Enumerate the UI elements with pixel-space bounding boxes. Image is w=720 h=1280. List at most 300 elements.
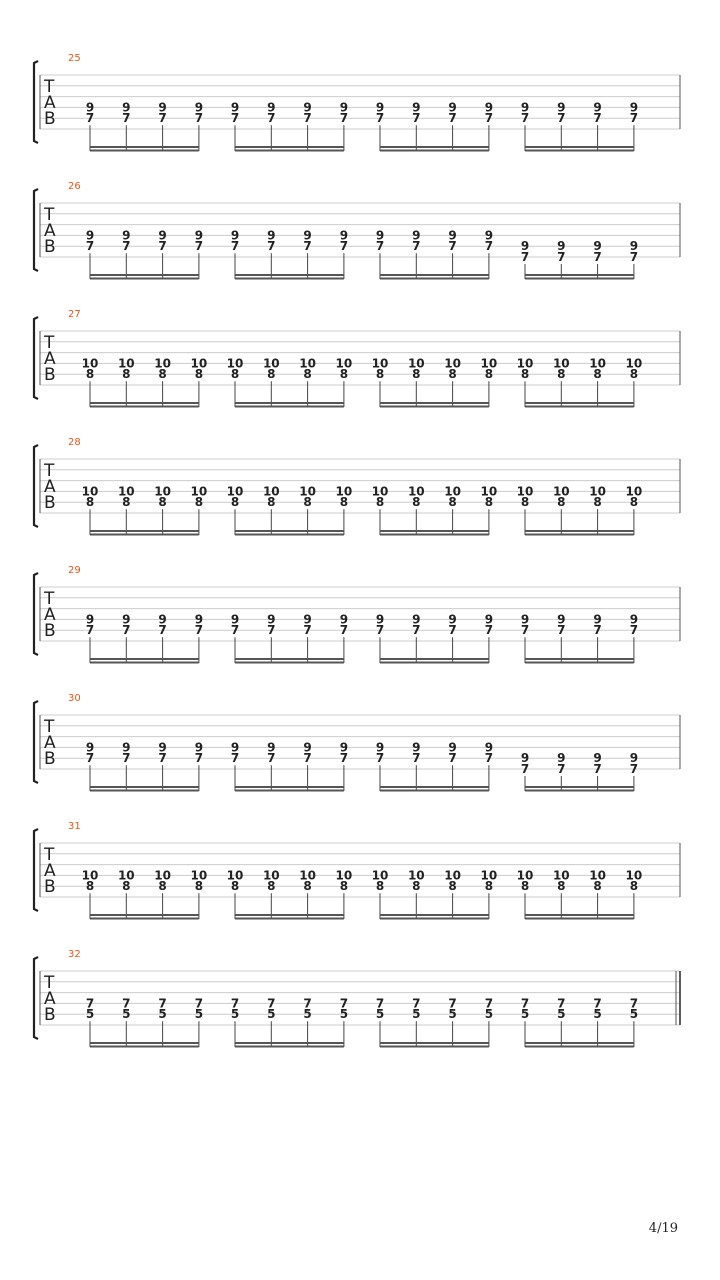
fret-number: 9 <box>122 100 131 115</box>
fret-number: 8 <box>122 495 131 510</box>
fret-number: 7 <box>158 623 167 638</box>
fret-number: 9 <box>484 228 494 243</box>
fret-number: 10 <box>589 356 606 371</box>
fret-number: 10 <box>154 868 171 883</box>
measure-number: 25 <box>68 53 81 64</box>
fret-number: 5 <box>194 1007 204 1022</box>
fret-number: 9 <box>557 751 566 766</box>
fret-number: 7 <box>267 751 276 766</box>
fret-number: 9 <box>593 612 602 627</box>
fret-number: 7 <box>230 996 240 1011</box>
fret-number: 8 <box>412 367 421 382</box>
beam-secondary <box>90 406 199 408</box>
fret-number: 9 <box>230 612 240 627</box>
beam-secondary <box>90 278 199 280</box>
fret-number: 9 <box>448 740 457 755</box>
fret-number: 8 <box>557 367 566 382</box>
fret-number: 7 <box>122 239 131 254</box>
fret-number: 7 <box>267 239 276 254</box>
fret-number: 7 <box>412 751 421 766</box>
beam-primary <box>235 274 344 276</box>
beam-secondary <box>90 534 199 536</box>
fret-number: 7 <box>194 111 204 126</box>
fret-number: 7 <box>339 996 349 1011</box>
fret-number: 8 <box>158 367 167 382</box>
tab-clef-a: A <box>44 733 56 753</box>
tab-clef-t: T <box>44 589 55 609</box>
fret-number: 10 <box>299 868 316 883</box>
fret-number: 8 <box>557 495 566 510</box>
beam-secondary <box>525 918 634 920</box>
fret-number: 7 <box>158 239 167 254</box>
fret-number: 10 <box>480 356 498 371</box>
beam-primary <box>235 786 344 788</box>
fret-number: 9 <box>557 612 566 627</box>
beam-primary <box>380 1042 489 1044</box>
fret-number: 10 <box>552 868 570 883</box>
fret-number: 9 <box>412 100 421 115</box>
fret-number: 7 <box>448 111 457 126</box>
fret-number: 9 <box>339 612 349 627</box>
beam-secondary <box>235 918 344 920</box>
fret-number: 7 <box>412 996 421 1011</box>
fret-number: 8 <box>484 879 494 894</box>
beam-secondary <box>235 406 344 408</box>
fret-number: 10 <box>407 356 425 371</box>
beam-secondary <box>380 1046 489 1048</box>
tab-clef-t: T <box>44 973 55 993</box>
fret-number: 9 <box>303 228 312 243</box>
page-number: 4/19 <box>648 1221 678 1236</box>
fret-number: 8 <box>557 879 566 894</box>
fret-number: 7 <box>412 239 421 254</box>
fret-number: 9 <box>194 228 204 243</box>
fret-number: 7 <box>122 623 131 638</box>
beam-primary <box>235 146 344 148</box>
fret-number: 9 <box>484 612 494 627</box>
beam-primary <box>235 658 344 660</box>
beam-primary <box>90 146 199 148</box>
measure-number: 30 <box>68 693 81 704</box>
fret-number: 8 <box>122 879 131 894</box>
beam-secondary <box>380 918 489 920</box>
beam-primary <box>235 530 344 532</box>
beam-secondary <box>235 150 344 152</box>
tab-system-28 <box>34 437 680 536</box>
beam-secondary <box>380 790 489 792</box>
fret-number: 8 <box>375 879 385 894</box>
beam-primary <box>90 274 199 276</box>
fret-number: 7 <box>303 996 312 1011</box>
beam-primary <box>525 1042 634 1044</box>
fret-number: 5 <box>375 1007 385 1022</box>
fret-number: 5 <box>557 1007 566 1022</box>
beam-secondary <box>380 662 489 664</box>
fret-number: 9 <box>412 612 421 627</box>
fret-number: 9 <box>85 740 95 755</box>
fret-number: 8 <box>303 495 312 510</box>
fret-number: 9 <box>593 239 602 254</box>
tab-system-32 <box>34 949 680 1048</box>
fret-number: 9 <box>520 239 530 254</box>
tab-clef-b: B <box>44 621 56 641</box>
fret-number: 7 <box>520 996 530 1011</box>
fret-number: 8 <box>230 879 240 894</box>
measure-number: 26 <box>68 181 81 192</box>
beam-secondary <box>380 150 489 152</box>
fret-number: 9 <box>593 751 602 766</box>
fret-number: 7 <box>230 239 240 254</box>
fret-number: 9 <box>194 100 204 115</box>
fret-number: 9 <box>303 100 312 115</box>
fret-number: 10 <box>552 484 570 499</box>
beam-secondary <box>525 534 634 536</box>
tab-clef-a: A <box>44 605 56 625</box>
fret-number: 10 <box>117 356 135 371</box>
fret-number: 7 <box>85 111 95 126</box>
beam-primary <box>525 402 634 404</box>
beam-primary <box>380 786 489 788</box>
fret-number: 7 <box>520 762 530 776</box>
fret-number: 7 <box>122 111 131 126</box>
fret-number: 7 <box>158 751 167 766</box>
beam-secondary <box>380 278 489 280</box>
fret-number: 7 <box>230 111 240 126</box>
fret-number: 7 <box>448 996 457 1011</box>
fret-number: 10 <box>335 868 353 883</box>
tab-system-25 <box>34 53 680 152</box>
tab-system-31 <box>34 821 680 920</box>
fret-number: 9 <box>448 612 457 627</box>
fret-number: 5 <box>230 1007 240 1022</box>
measure-number: 31 <box>68 821 81 832</box>
fret-number: 10 <box>480 868 498 883</box>
fret-number: 10 <box>516 484 534 499</box>
beam-secondary <box>235 534 344 536</box>
fret-number: 9 <box>629 239 639 254</box>
fret-number: 7 <box>484 751 494 766</box>
fret-number: 8 <box>303 367 312 382</box>
fret-number: 9 <box>520 612 530 627</box>
fret-number: 7 <box>375 239 385 254</box>
beam-primary <box>235 1042 344 1044</box>
fret-number: 7 <box>593 996 602 1011</box>
fret-number: 9 <box>520 751 530 766</box>
fret-number: 10 <box>190 356 208 371</box>
fret-number: 7 <box>629 996 639 1011</box>
fret-number: 7 <box>412 623 421 638</box>
fret-number: 8 <box>593 495 602 510</box>
fret-number: 8 <box>629 495 639 510</box>
fret-number: 7 <box>339 751 349 766</box>
fret-number: 9 <box>158 100 167 115</box>
tab-clef-t: T <box>44 845 55 865</box>
beam-primary <box>525 786 634 788</box>
beam-secondary <box>525 150 634 152</box>
measure-number: 27 <box>68 309 81 320</box>
fret-number: 7 <box>375 111 385 126</box>
fret-number: 9 <box>557 100 566 115</box>
tab-clef-b: B <box>44 877 56 897</box>
fret-number: 7 <box>339 239 349 254</box>
fret-number: 7 <box>158 996 167 1011</box>
fret-number: 8 <box>85 495 95 510</box>
fret-number: 10 <box>335 356 353 371</box>
fret-number: 9 <box>303 612 312 627</box>
fret-number: 8 <box>520 495 530 510</box>
tab-clef-b: B <box>44 109 56 129</box>
fret-number: 8 <box>629 879 639 894</box>
fret-number: 5 <box>85 1007 95 1022</box>
fret-number: 7 <box>375 623 385 638</box>
fret-number: 7 <box>267 623 276 638</box>
fret-number: 9 <box>267 228 276 243</box>
fret-number: 10 <box>262 484 280 499</box>
beam-primary <box>90 402 199 404</box>
fret-number: 9 <box>158 612 167 627</box>
tab-system-27 <box>34 309 680 408</box>
fret-number: 7 <box>230 623 240 638</box>
tab-clef-a: A <box>44 477 56 497</box>
fret-number: 9 <box>85 612 95 627</box>
fret-number: 7 <box>85 996 95 1011</box>
fret-number: 7 <box>412 111 421 126</box>
fret-number: 7 <box>448 623 457 638</box>
fret-number: 9 <box>448 100 457 115</box>
fret-number: 7 <box>484 623 494 638</box>
fret-number: 7 <box>194 751 204 766</box>
fret-number: 8 <box>303 879 312 894</box>
fret-number: 9 <box>557 239 566 254</box>
beam-primary <box>525 658 634 660</box>
fret-number: 9 <box>267 100 276 115</box>
fret-number: 8 <box>339 495 349 510</box>
system-bracket <box>34 445 38 527</box>
fret-number: 8 <box>520 367 530 382</box>
tab-clef-t: T <box>44 205 55 225</box>
fret-number: 8 <box>412 879 421 894</box>
fret-number: 9 <box>520 100 530 115</box>
tab-system-30 <box>34 693 680 792</box>
fret-number: 9 <box>593 100 602 115</box>
fret-number: 9 <box>194 740 204 755</box>
fret-number: 10 <box>262 868 280 883</box>
fret-number: 9 <box>629 100 639 115</box>
fret-number: 9 <box>375 100 385 115</box>
fret-number: 8 <box>85 367 95 382</box>
measure-number: 32 <box>68 949 81 960</box>
fret-number: 7 <box>194 239 204 254</box>
fret-number: 10 <box>589 868 606 883</box>
fret-number: 7 <box>593 762 602 776</box>
fret-number: 9 <box>629 612 639 627</box>
beam-primary <box>235 914 344 916</box>
tab-clef-b: B <box>44 1005 56 1025</box>
fret-number: 10 <box>226 868 244 883</box>
fret-number: 7 <box>85 751 95 766</box>
fret-number: 9 <box>85 228 95 243</box>
fret-number: 5 <box>122 1007 131 1022</box>
fret-number: 10 <box>480 484 498 499</box>
fret-number: 9 <box>158 740 167 755</box>
fret-number: 10 <box>625 356 643 371</box>
beam-primary <box>380 530 489 532</box>
fret-number: 10 <box>81 484 99 499</box>
fret-number: 8 <box>267 495 276 510</box>
beam-secondary <box>90 150 199 152</box>
fret-number: 5 <box>448 1007 457 1022</box>
tab-clef-b: B <box>44 237 56 257</box>
fret-number: 5 <box>303 1007 312 1022</box>
fret-number: 7 <box>520 111 530 126</box>
fret-number: 9 <box>339 740 349 755</box>
beam-secondary <box>90 1046 199 1048</box>
fret-number: 7 <box>194 996 204 1011</box>
fret-number: 7 <box>339 111 349 126</box>
fret-number: 10 <box>226 356 244 371</box>
beam-primary <box>525 530 634 532</box>
fret-number: 7 <box>557 111 566 126</box>
fret-number: 10 <box>625 868 643 883</box>
fret-number: 7 <box>593 111 602 126</box>
fret-number: 8 <box>375 367 385 382</box>
fret-number: 8 <box>339 879 349 894</box>
fret-number: 10 <box>589 484 606 499</box>
fret-number: 7 <box>194 623 204 638</box>
fret-number: 10 <box>190 484 208 499</box>
fret-number: 9 <box>412 740 421 755</box>
fret-number: 8 <box>230 367 240 382</box>
fret-number: 7 <box>267 111 276 126</box>
fret-number: 10 <box>81 356 99 371</box>
fret-number: 7 <box>85 623 95 638</box>
fret-number: 10 <box>117 484 135 499</box>
fret-number: 8 <box>267 367 276 382</box>
fret-number: 10 <box>407 484 425 499</box>
fret-number: 9 <box>194 612 204 627</box>
fret-number: 7 <box>448 239 457 254</box>
tab-clef-a: A <box>44 861 56 881</box>
fret-number: 7 <box>629 762 639 776</box>
fret-number: 7 <box>267 996 276 1011</box>
fret-number: 7 <box>122 751 131 766</box>
fret-number: 7 <box>339 623 349 638</box>
fret-number: 9 <box>484 100 494 115</box>
fret-number: 5 <box>412 1007 421 1022</box>
fret-number: 8 <box>375 495 385 510</box>
tab-clef-a: A <box>44 989 56 1009</box>
fret-number: 8 <box>448 879 457 894</box>
beam-primary <box>525 146 634 148</box>
fret-number: 9 <box>339 228 349 243</box>
fret-number: 10 <box>552 356 570 371</box>
beam-primary <box>235 402 344 404</box>
tab-clef-b: B <box>44 749 56 769</box>
beam-primary <box>90 1042 199 1044</box>
beam-primary <box>380 658 489 660</box>
fret-number: 10 <box>516 868 534 883</box>
beam-primary <box>380 274 489 276</box>
fret-number: 8 <box>593 367 602 382</box>
fret-number: 10 <box>262 356 280 371</box>
fret-number: 8 <box>484 495 494 510</box>
tab-system-26 <box>34 181 680 280</box>
fret-number: 7 <box>448 751 457 766</box>
fret-number: 9 <box>339 100 349 115</box>
beam-secondary <box>90 790 199 792</box>
fret-number: 10 <box>516 356 534 371</box>
beam-secondary <box>90 918 199 920</box>
beam-secondary <box>525 790 634 792</box>
fret-number: 5 <box>158 1007 167 1022</box>
fret-number: 9 <box>158 228 167 243</box>
fret-number: 10 <box>444 484 461 499</box>
fret-number: 7 <box>484 996 494 1011</box>
fret-number: 9 <box>122 228 131 243</box>
fret-number: 9 <box>85 100 95 115</box>
beam-primary <box>90 530 199 532</box>
fret-number: 7 <box>85 239 95 254</box>
fret-number: 8 <box>158 495 167 510</box>
beam-secondary <box>90 662 199 664</box>
tab-clef-t: T <box>44 333 55 353</box>
measure-number: 28 <box>68 437 81 448</box>
fret-number: 7 <box>593 623 602 638</box>
measure-number: 29 <box>68 565 81 576</box>
fret-number: 7 <box>520 250 530 264</box>
fret-number: 7 <box>375 996 385 1011</box>
system-bracket <box>34 829 38 911</box>
tab-clef-b: B <box>44 365 56 385</box>
fret-number: 9 <box>267 612 276 627</box>
fret-number: 5 <box>629 1007 639 1022</box>
fret-number: 7 <box>230 751 240 766</box>
tab-clef-a: A <box>44 221 56 241</box>
fret-number: 10 <box>625 484 643 499</box>
fret-number: 8 <box>194 879 204 894</box>
tab-system-29 <box>34 565 680 664</box>
fret-number: 9 <box>448 228 457 243</box>
system-bracket <box>34 189 38 271</box>
beam-primary <box>525 274 634 276</box>
beam-secondary <box>525 662 634 664</box>
fret-number: 10 <box>117 868 135 883</box>
fret-number: 9 <box>629 751 639 766</box>
fret-number: 7 <box>303 751 312 766</box>
fret-number: 10 <box>154 484 171 499</box>
fret-number: 8 <box>194 495 204 510</box>
fret-number: 7 <box>557 250 566 264</box>
beam-secondary <box>380 534 489 536</box>
fret-number: 10 <box>299 484 316 499</box>
fret-number: 7 <box>557 623 566 638</box>
fret-number: 10 <box>154 356 171 371</box>
fret-number: 10 <box>371 484 389 499</box>
system-bracket <box>34 701 38 783</box>
fret-number: 10 <box>226 484 244 499</box>
fret-number: 8 <box>122 367 131 382</box>
system-bracket <box>34 573 38 655</box>
fret-number: 7 <box>629 623 639 638</box>
tab-clef-a: A <box>44 349 56 369</box>
system-bracket <box>34 957 38 1039</box>
fret-number: 9 <box>303 740 312 755</box>
fret-number: 7 <box>557 996 566 1011</box>
beam-secondary <box>235 278 344 280</box>
tab-clef-b: B <box>44 493 56 513</box>
beam-primary <box>380 914 489 916</box>
fret-number: 8 <box>194 367 204 382</box>
